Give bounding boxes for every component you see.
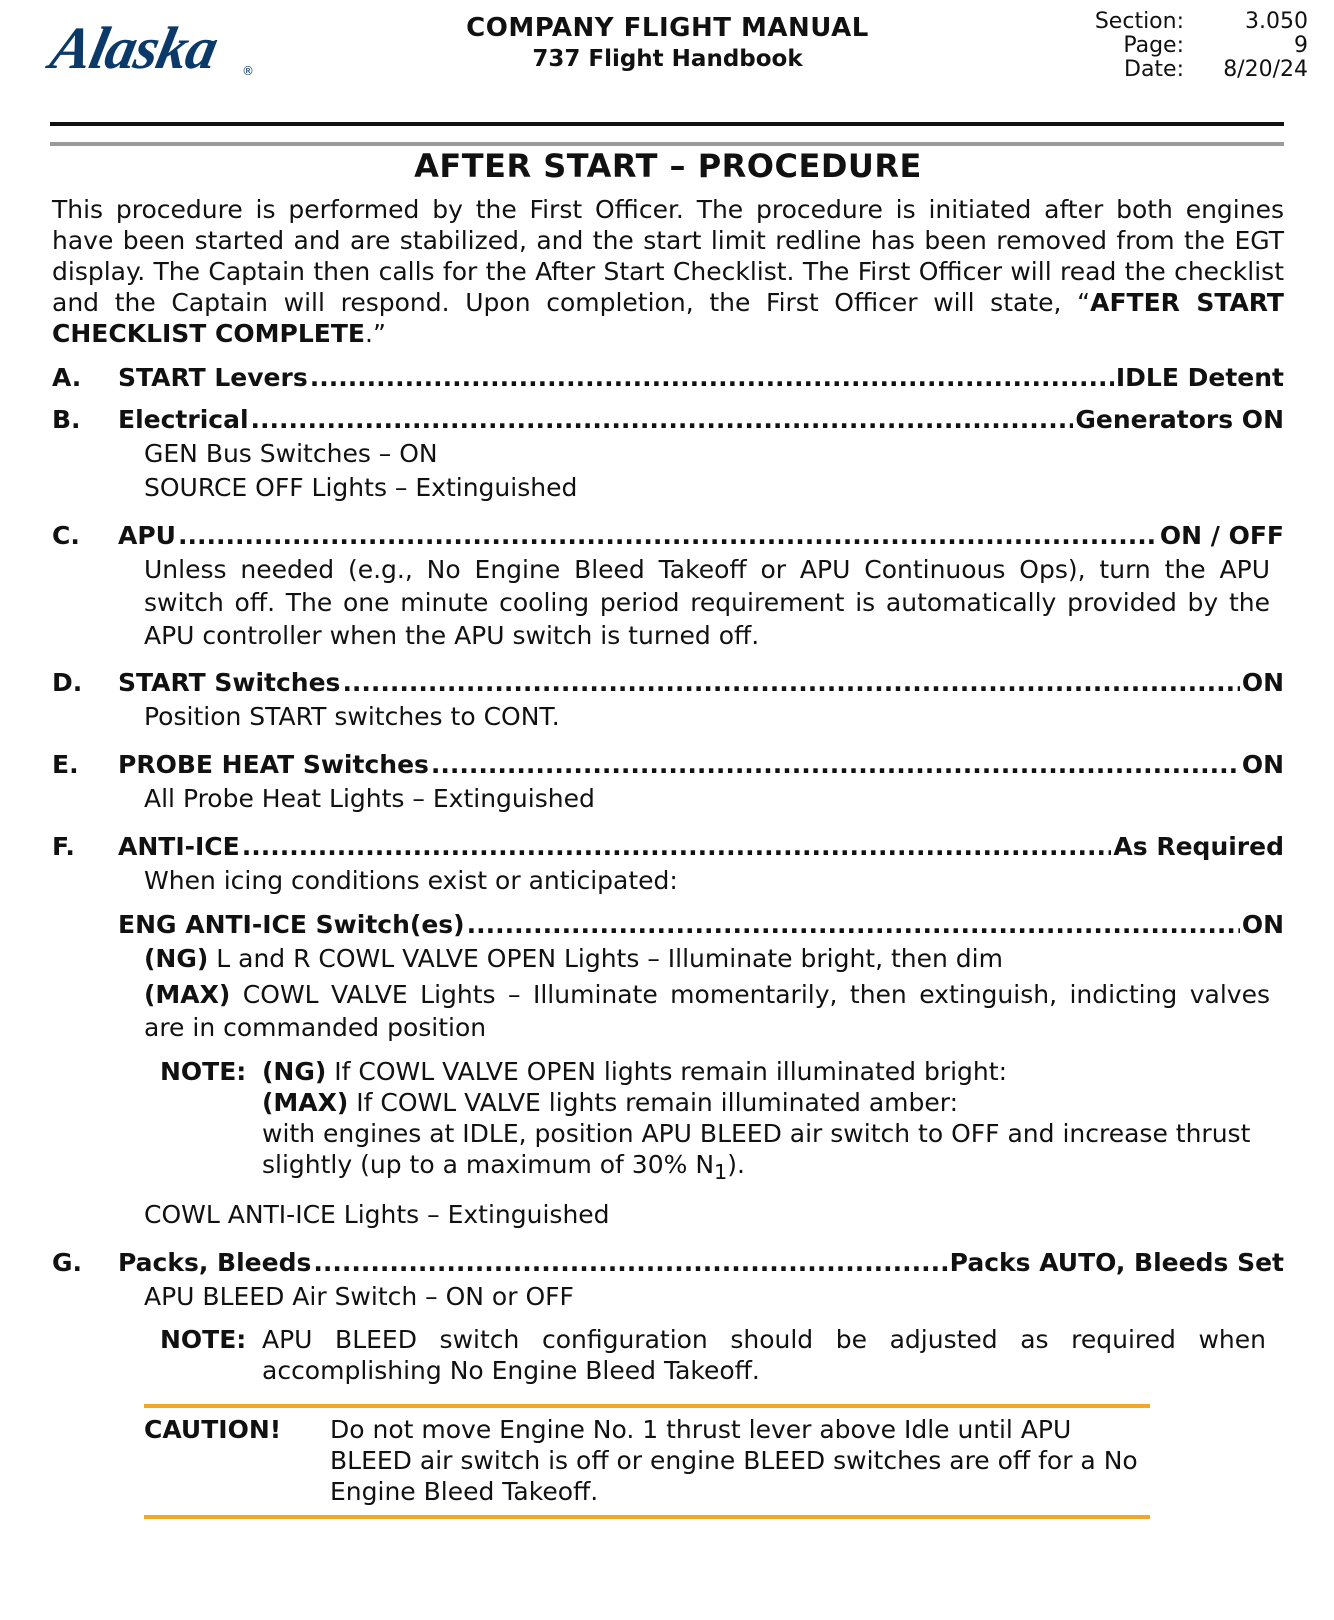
leader-dots <box>467 908 1240 942</box>
item-label: ENG ANTI-ICE Switch(es) <box>118 910 465 939</box>
registered-mark: ® <box>242 64 254 78</box>
item-letter: G. <box>52 1248 83 1277</box>
item-anti-ice <box>52 830 1284 864</box>
item-letter: C. <box>52 521 80 550</box>
leader-dots <box>431 748 1240 782</box>
item-label: PROBE HEAT Switches <box>118 750 429 779</box>
note-action-text <box>262 1118 1266 1188</box>
leader-dots <box>178 519 1158 553</box>
leader-dots <box>342 666 1239 700</box>
note-text: with engines at IDLE, position APU BLEED air switch to OFF and increase thrust slightly (up to a maximum of 30% N <box>262 1119 1251 1179</box>
item-value: Generators ON <box>1075 405 1284 434</box>
note-ng-line <box>262 1056 1266 1087</box>
leader-dots <box>251 403 1074 437</box>
item-label: APU <box>118 521 176 550</box>
date-row <box>1072 58 1308 82</box>
item-start-levers <box>52 361 1284 395</box>
item-packs-bleeds <box>52 1246 1284 1280</box>
leader-dots <box>242 830 1112 864</box>
section-row <box>1072 10 1308 34</box>
item-letter: A. <box>52 363 82 392</box>
max-tag: (MAX) <box>144 980 231 1009</box>
ng-tag: (NG) <box>144 944 209 973</box>
note-max-tag: (MAX) <box>262 1088 349 1117</box>
item-label: Electrical <box>118 405 249 434</box>
item-value: ON / OFF <box>1159 521 1284 550</box>
item-probe-heat <box>52 748 1284 782</box>
item-letter: B. <box>52 405 81 434</box>
item-value: Packs AUTO, Bleeds Set <box>949 1248 1284 1277</box>
item-label: Packs, Bleeds <box>118 1248 312 1277</box>
alaska-logo: Alaska <box>45 15 224 81</box>
page-header <box>0 0 1334 150</box>
procedure-title: AFTER START – PROCEDURE <box>414 147 922 185</box>
item-label: START Switches <box>118 668 341 697</box>
item-eng-anti-ice-switches <box>52 908 1284 942</box>
cowl-anti-ice-lights: COWL ANTI-ICE Lights – Extinguished <box>144 1200 610 1229</box>
note-max-text: If COWL VALVE lights remain illuminated amber: <box>348 1088 959 1117</box>
header-titles <box>400 12 935 74</box>
intro-end: .” <box>365 319 386 348</box>
bleed-note <box>160 1324 1284 1386</box>
section-value: 3.050 <box>1245 9 1308 34</box>
caution-text: Do not move Engine No. 1 thrust lever above Idle until APU BLEED air switch is off or engine BLEED switches are off for a No Engine Bleed Takeoff. <box>330 1415 1138 1506</box>
note-ng-tag: (NG) <box>262 1057 327 1086</box>
intro-text: This procedure is performed by the First Officer. The procedure is initiated after both engines have been started and are stabilized, and the start limit redline has been removed from the EGT display. The Captain then calls for the After Start Checklist. The First Officer will read the checklist and the Captain will respond. Upon completion, the First Officer will state, “ <box>52 195 1284 317</box>
note-label: NOTE: <box>160 1057 247 1086</box>
item-letter: E. <box>52 750 79 779</box>
page-value: 9 <box>1294 33 1308 58</box>
max-cowl-line <box>52 978 1284 1044</box>
section-label: Section: <box>1094 9 1184 34</box>
item-letter: F. <box>52 832 75 861</box>
item-value: ON <box>1241 750 1284 779</box>
intro-bold-callout: AFTER START CHECKLIST COMPLETE <box>52 288 1284 348</box>
sub-line: All Probe Heat Lights – Extinguished <box>144 784 595 813</box>
item-value: As Required <box>1113 832 1284 861</box>
apu-description: Unless needed (e.g., No Engine Bleed Takeoff or APU Continuous Ops), turn the APU switch off. The one minute cooling period requirement is automatically provided by the APU controller when the APU switch is turned off. <box>144 555 1270 650</box>
sub-line: GEN Bus Switches – ON <box>144 439 438 468</box>
max-text: COWL VALVE Lights – Illuminate momentarily, then extinguish, indicting valves are in commanded position <box>144 980 1270 1042</box>
sub-line: APU BLEED Air Switch – ON or OFF <box>144 1282 574 1311</box>
note-ng-text: If COWL VALVE OPEN lights remain illuminated bright: <box>326 1057 1007 1086</box>
item-label: START Levers <box>118 363 308 392</box>
sub-line: Position START switches to CONT. <box>144 702 560 731</box>
item-letter: D. <box>52 668 83 697</box>
ng-cowl-line <box>52 942 1284 976</box>
note-label: NOTE: <box>160 1325 247 1354</box>
anti-ice-note <box>160 1056 1284 1188</box>
note-end: ). <box>727 1150 745 1179</box>
item-electrical <box>52 403 1284 437</box>
item-value: ON <box>1241 910 1284 939</box>
caution-label: CAUTION! <box>144 1415 282 1444</box>
page-row <box>1072 34 1308 58</box>
date-value: 8/20/24 <box>1223 57 1308 82</box>
caution-box <box>144 1404 1150 1519</box>
document-meta <box>1072 10 1308 82</box>
note-body: APU BLEED switch configuration should be adjusted as required when accomplishing No Engine Bleed Takeoff. <box>262 1325 1266 1385</box>
handbook-subtitle: 737 Flight Handbook <box>532 46 803 72</box>
procedure-content <box>52 146 1284 1519</box>
note-max-line <box>262 1087 1266 1118</box>
date-label: Date: <box>1124 57 1184 82</box>
leader-dots <box>313 1246 947 1280</box>
sub-line: SOURCE OFF Lights – Extinguished <box>144 473 578 502</box>
sub-line: When icing conditions exist or anticipated: <box>144 866 678 895</box>
item-apu <box>52 519 1284 553</box>
item-start-switches <box>52 666 1284 700</box>
item-value: ON <box>1241 668 1284 697</box>
ng-text: L and R COWL VALVE OPEN Lights – Illuminate bright, then dim <box>208 944 1003 973</box>
page-label: Page: <box>1123 33 1184 58</box>
note-body <box>262 1056 1266 1188</box>
procedure-intro <box>52 194 1284 349</box>
note-subscript: 1 <box>714 1160 728 1184</box>
item-value: IDLE Detent <box>1115 363 1284 392</box>
leader-dots <box>310 361 1114 395</box>
manual-title: COMPANY FLIGHT MANUAL <box>466 13 869 43</box>
header-rule-black <box>50 122 1284 126</box>
item-label: ANTI-ICE <box>118 832 240 861</box>
